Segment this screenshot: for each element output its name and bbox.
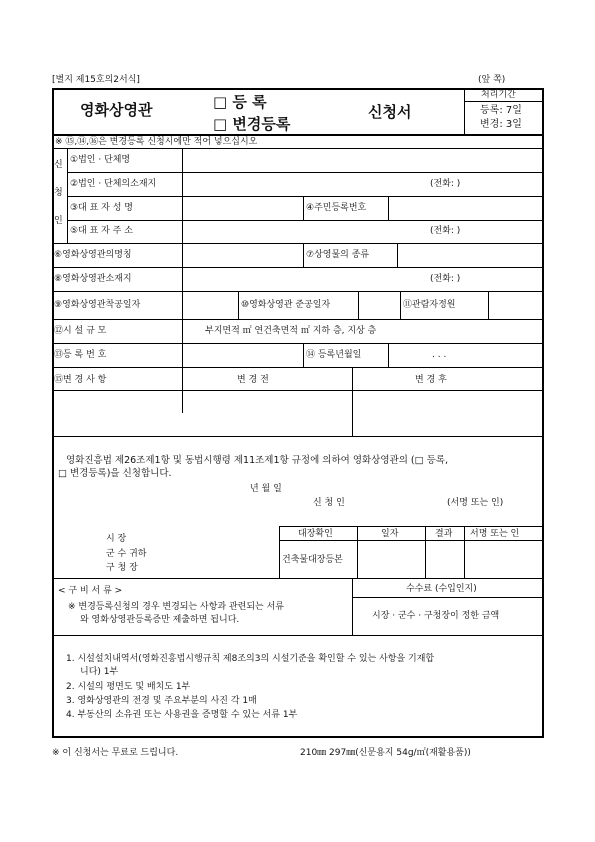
fee-text: 시장 · 군수 · 구청장이 정한 금액 bbox=[372, 611, 500, 621]
recipient-line3: 구 청 장 bbox=[106, 563, 138, 573]
check-header-date: 일자 bbox=[381, 529, 399, 539]
declaration-line1: 영화진흥법 제26조제1항 및 동법시행령 제11조제1항 규정에 의하여 영화상영관의 (□ 등록, bbox=[66, 455, 448, 466]
seats-label: ⑪관람자정원 bbox=[403, 300, 456, 310]
doc-item-3: 3. 영화상영관의 전경 및 주요부분의 사진 각 1매 bbox=[66, 696, 257, 706]
rep-address-label: ⑤대 표 자 주 소 bbox=[70, 226, 133, 236]
org-phone-label: (전화: ) bbox=[430, 179, 461, 189]
processing-register: 등록: 7일 bbox=[480, 105, 522, 116]
applicant-side-2: 청 bbox=[54, 188, 63, 198]
recipient-line1: 시 장 bbox=[106, 534, 127, 544]
declaration-line2: □ 변경등록)을 신청합니다. bbox=[58, 468, 172, 479]
doc-item-1: 1. 시설설치내역서(영화진흥법시행규칙 제8조의3의 시설기준을 확인할 수 있는 사항을 기재합 bbox=[66, 654, 435, 664]
change-after-label: 변 경 후 bbox=[415, 375, 447, 385]
note-text: ※ ⑮,⑭,⑯은 변경등록 신청시에만 적어 넣으십시오 bbox=[55, 137, 258, 147]
check-header-result: 결과 bbox=[435, 529, 453, 539]
applicant-side-3: 인 bbox=[54, 216, 63, 226]
title-option-register[interactable]: □ 등 록 bbox=[213, 93, 267, 111]
change-before-label: 변 경 전 bbox=[237, 375, 269, 385]
footer-paper-spec: 210㎜ 297㎜(신문용지 54g/㎡(재활용품)) bbox=[300, 748, 471, 758]
title-option-change[interactable]: □ 변경등록 bbox=[213, 115, 291, 133]
scale-detail: 부지면적 ㎡ 연건축면적 ㎡ 지하 층, 지상 층 bbox=[205, 326, 377, 336]
footer-free-note: ※ 이 신청서는 무료로 드립니다. bbox=[52, 748, 179, 758]
reg-date-value: . . . bbox=[432, 350, 447, 360]
cinema-name-label: ⑥영화상영관의명칭 bbox=[54, 250, 132, 260]
org-address-label: ②법인 · 단체의소재지 bbox=[70, 179, 157, 189]
documents-note-1: ※ 변경등록신청의 경우 변경되는 사항과 관련되는 서류 bbox=[68, 602, 284, 612]
reg-date-label: ⑭ 등록년월일 bbox=[306, 350, 362, 360]
doc-item-1-cont: 니다) 1부 bbox=[80, 667, 119, 677]
resident-no-label: ④주민등록번호 bbox=[306, 203, 367, 213]
declaration-applicant: 신 청 인 bbox=[313, 498, 345, 508]
rep-name-label: ③대 표 자 성 명 bbox=[70, 203, 133, 213]
doc-item-2: 2. 시설의 평면도 및 배치도 1부 bbox=[66, 682, 191, 692]
scale-label: ⑫시 설 규 모 bbox=[54, 326, 107, 336]
doc-item-4: 4. 부동산의 소유권 또는 사용권을 증명할 수 있는 서류 1부 bbox=[66, 710, 298, 720]
change-label: ⑮변 경 사 항 bbox=[54, 375, 107, 385]
check-header-ledger: 대장확인 bbox=[298, 529, 333, 539]
fee-title: 수수료 (수입인지) bbox=[406, 584, 477, 594]
complete-date-label: ⑩영화상영관 준공일자 bbox=[241, 300, 331, 310]
title-right: 신청서 bbox=[368, 103, 412, 121]
documents-title: < 구 비 서 류 > bbox=[58, 586, 123, 596]
title-left: 영화상영관 bbox=[80, 101, 153, 119]
screening-kind-label: ⑦상영물의 종류 bbox=[306, 250, 370, 260]
check-row-building: 건축물대장등본 bbox=[282, 555, 343, 565]
start-date-label: ⑨영화상영관착공일자 bbox=[54, 300, 141, 310]
org-name-label: ①법인 · 단체명 bbox=[70, 155, 131, 165]
form-number: [별지 제15호의2서식] bbox=[52, 75, 140, 85]
documents-note-2: 와 영화상영관등록증만 제출하면 됩니다. bbox=[80, 615, 240, 625]
check-header-sign: 서명 또는 인 bbox=[470, 529, 520, 539]
rep-phone-label: (전화: ) bbox=[430, 226, 461, 236]
processing-change: 변경: 3일 bbox=[480, 119, 522, 130]
declaration-date: 년 월 일 bbox=[250, 484, 282, 494]
page-side: (앞 쪽) bbox=[478, 75, 506, 85]
reg-no-label: ⑬등 록 번 호 bbox=[54, 350, 107, 360]
cinema-phone-label: (전화: ) bbox=[430, 274, 461, 284]
applicant-side-1: 신 bbox=[54, 160, 63, 170]
recipient-line2: 군 수 귀하 bbox=[106, 549, 147, 559]
declaration-sign: (서명 또는 인) bbox=[447, 498, 504, 508]
processing-label: 처리기간 bbox=[481, 90, 516, 100]
cinema-location-label: ⑧영화상영관소재지 bbox=[54, 274, 132, 284]
